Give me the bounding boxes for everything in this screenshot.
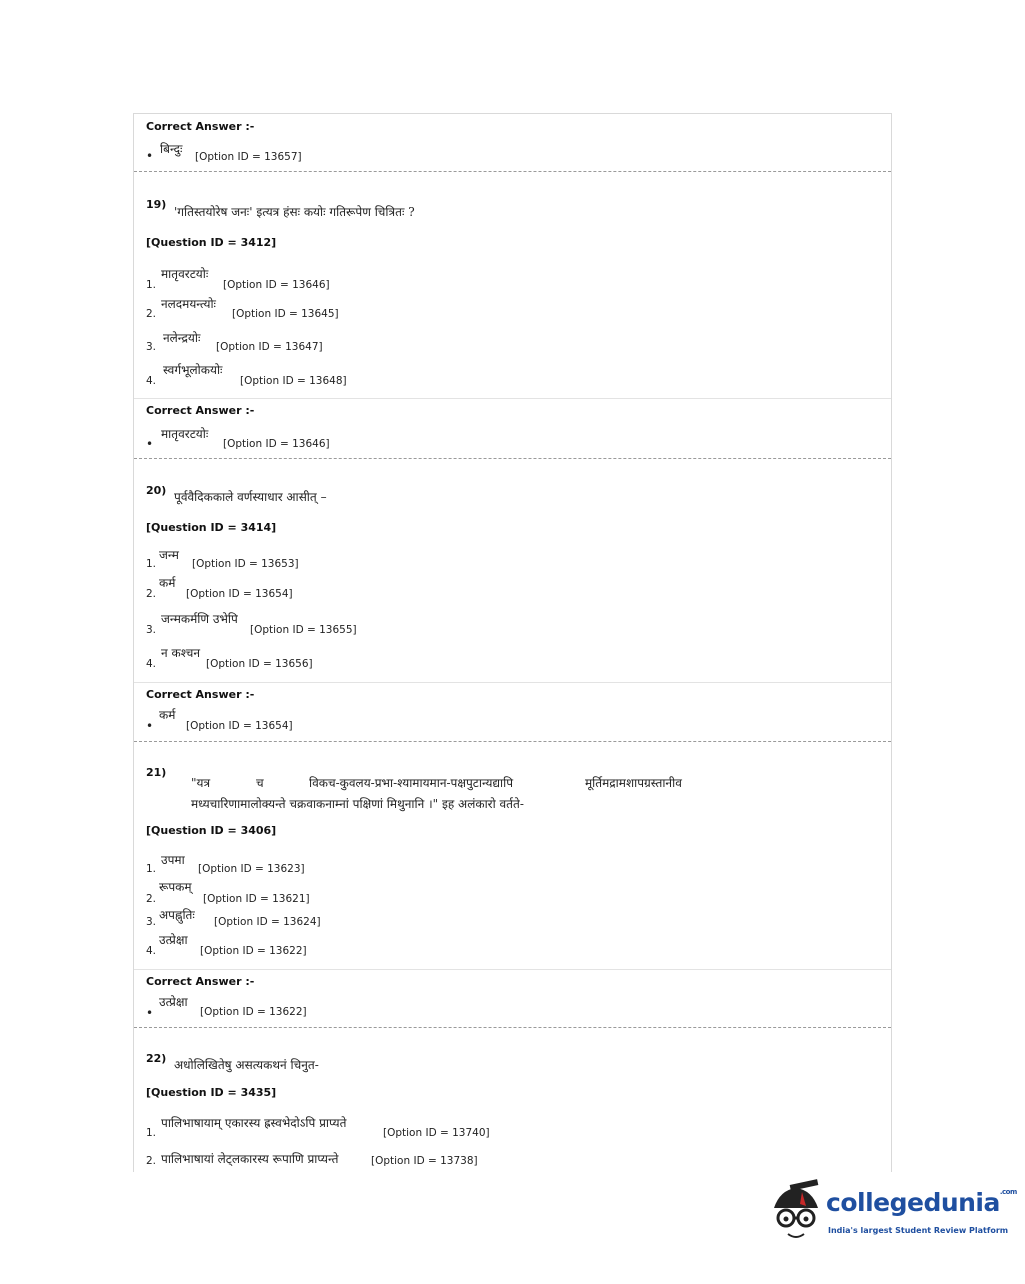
option-number: 3. xyxy=(146,916,157,928)
answer-option-id: [Option ID = 13654] xyxy=(186,720,293,732)
separator xyxy=(134,1027,891,1028)
option-number: 4. xyxy=(146,945,157,957)
option-number: 2. xyxy=(146,308,157,320)
option-number: 1. xyxy=(146,1127,157,1139)
question-number: 20) xyxy=(146,484,167,497)
separator xyxy=(134,741,891,742)
option-id: [Option ID = 13646] xyxy=(223,279,330,291)
option-text: नलदमयन्त्योः xyxy=(161,297,216,311)
option-number: 2. xyxy=(146,893,157,905)
separator xyxy=(134,171,891,172)
option-number: 4. xyxy=(146,375,157,387)
divider xyxy=(134,682,891,683)
question-id: [Question ID = 3412] xyxy=(146,236,277,249)
option-number: 3. xyxy=(146,341,157,353)
question-paper-page xyxy=(133,113,892,1172)
question-text-word: च xyxy=(256,776,264,790)
logo-wordmark: collegedunia$^{.com}$ xyxy=(826,1188,1017,1217)
answer-text: मातृवरटयोः xyxy=(161,427,209,441)
option-id: [Option ID = 13653] xyxy=(192,558,299,570)
question-text: पूर्ववैदिककाले वर्णस्याधार आसीत् – xyxy=(174,490,327,504)
option-number: 2. xyxy=(146,588,157,600)
option-number: 2. xyxy=(146,1155,157,1167)
answer-option-id: [Option ID = 13622] xyxy=(200,1006,307,1018)
option-id: [Option ID = 13647] xyxy=(216,341,323,353)
question-number: 19) xyxy=(146,198,167,211)
option-number: 3. xyxy=(146,624,157,636)
option-number: 1. xyxy=(146,279,157,291)
correct-answer-label: Correct Answer :- xyxy=(146,975,255,988)
option-text: जन्म xyxy=(159,548,179,562)
bullet: • xyxy=(146,719,154,733)
answer-option-id: [Option ID = 13646] xyxy=(223,438,330,450)
bullet: • xyxy=(146,149,154,163)
correct-answer-label: Correct Answer :- xyxy=(146,688,255,701)
logo-tagline: India's largest Student Review Platform xyxy=(828,1226,1009,1235)
option-text: रूपकम् xyxy=(159,880,192,894)
correct-answer-label: Correct Answer :- xyxy=(146,120,255,133)
option-text: पालिभाषायां लेट्लकारस्य रूपाणि प्राप्यन्ते xyxy=(161,1152,339,1166)
option-text: जन्मकर्मणि उभेपि xyxy=(161,612,238,626)
question-text-word: विकच-कुवलय-प्रभा-श्यामायमान-पक्षपुटान्यद्यापि xyxy=(309,776,514,790)
option-text: मातृवरटयोः xyxy=(161,267,209,281)
separator xyxy=(134,458,891,459)
option-text: पालिभाषायाम् एकारस्य ह्रस्वभेदोऽपि प्राप्यते xyxy=(161,1116,347,1130)
mascot-icon xyxy=(766,1178,826,1248)
question-text-line2: मध्यचारिणामालोक्यन्ते चक्रवाकनाम्नां पक्षिणां मिथुनानि ।" इह अलंकारो वर्तते- xyxy=(191,797,524,811)
option-id: [Option ID = 13623] xyxy=(198,863,305,875)
answer-text: कर्म xyxy=(159,708,176,722)
option-text: कर्म xyxy=(159,576,176,590)
option-id: [Option ID = 13738] xyxy=(371,1155,478,1167)
divider xyxy=(134,398,891,399)
option-id: [Option ID = 13654] xyxy=(186,588,293,600)
question-id: [Question ID = 3414] xyxy=(146,521,277,534)
question-id: [Question ID = 3435] xyxy=(146,1086,277,1099)
option-text: न कश्चन xyxy=(161,646,201,660)
question-number: 22) xyxy=(146,1052,167,1065)
divider xyxy=(134,969,891,970)
question-text: अधोलिखितेषु असत्यकथनं चिनुत- xyxy=(174,1058,319,1072)
option-text: अपह्नुतिः xyxy=(159,908,195,922)
option-id: [Option ID = 13621] xyxy=(203,893,310,905)
bullet: • xyxy=(146,437,154,451)
option-id: [Option ID = 13622] xyxy=(200,945,307,957)
answer-text: बिन्दुः xyxy=(160,142,183,156)
option-text: स्वर्गभूलोकयोः xyxy=(163,363,223,377)
correct-answer-label: Correct Answer :- xyxy=(146,404,255,417)
question-text: 'गतिस्तयोरेष जनः' इत्यत्र हंसः कयोः गतिरूपेण चित्रितः ? xyxy=(174,205,415,219)
option-id: [Option ID = 13624] xyxy=(214,916,321,928)
bullet: • xyxy=(146,1006,154,1020)
option-id: [Option ID = 13740] xyxy=(383,1127,490,1139)
question-text-word: "यत्र xyxy=(191,776,211,790)
option-number: 1. xyxy=(146,863,157,875)
question-text-word: मूर्तिमद्रामशापग्रस्तानीव xyxy=(585,776,682,790)
option-id: [Option ID = 13655] xyxy=(250,624,357,636)
option-id: [Option ID = 13645] xyxy=(232,308,339,320)
option-id: [Option ID = 13648] xyxy=(240,375,347,387)
question-id: [Question ID = 3406] xyxy=(146,824,277,837)
option-text: नलेन्द्रयोः xyxy=(163,331,201,345)
option-number: 1. xyxy=(146,558,157,570)
answer-text: उत्प्रेक्षा xyxy=(159,995,188,1009)
collegedunia-logo xyxy=(766,1178,1017,1248)
option-number: 4. xyxy=(146,658,157,670)
question-number: 21) xyxy=(146,766,167,779)
option-text: उपमा xyxy=(161,853,185,867)
option-text: उत्प्रेक्षा xyxy=(159,933,188,947)
option-id: [Option ID = 13656] xyxy=(206,658,313,670)
answer-option-id: [Option ID = 13657] xyxy=(195,151,302,163)
